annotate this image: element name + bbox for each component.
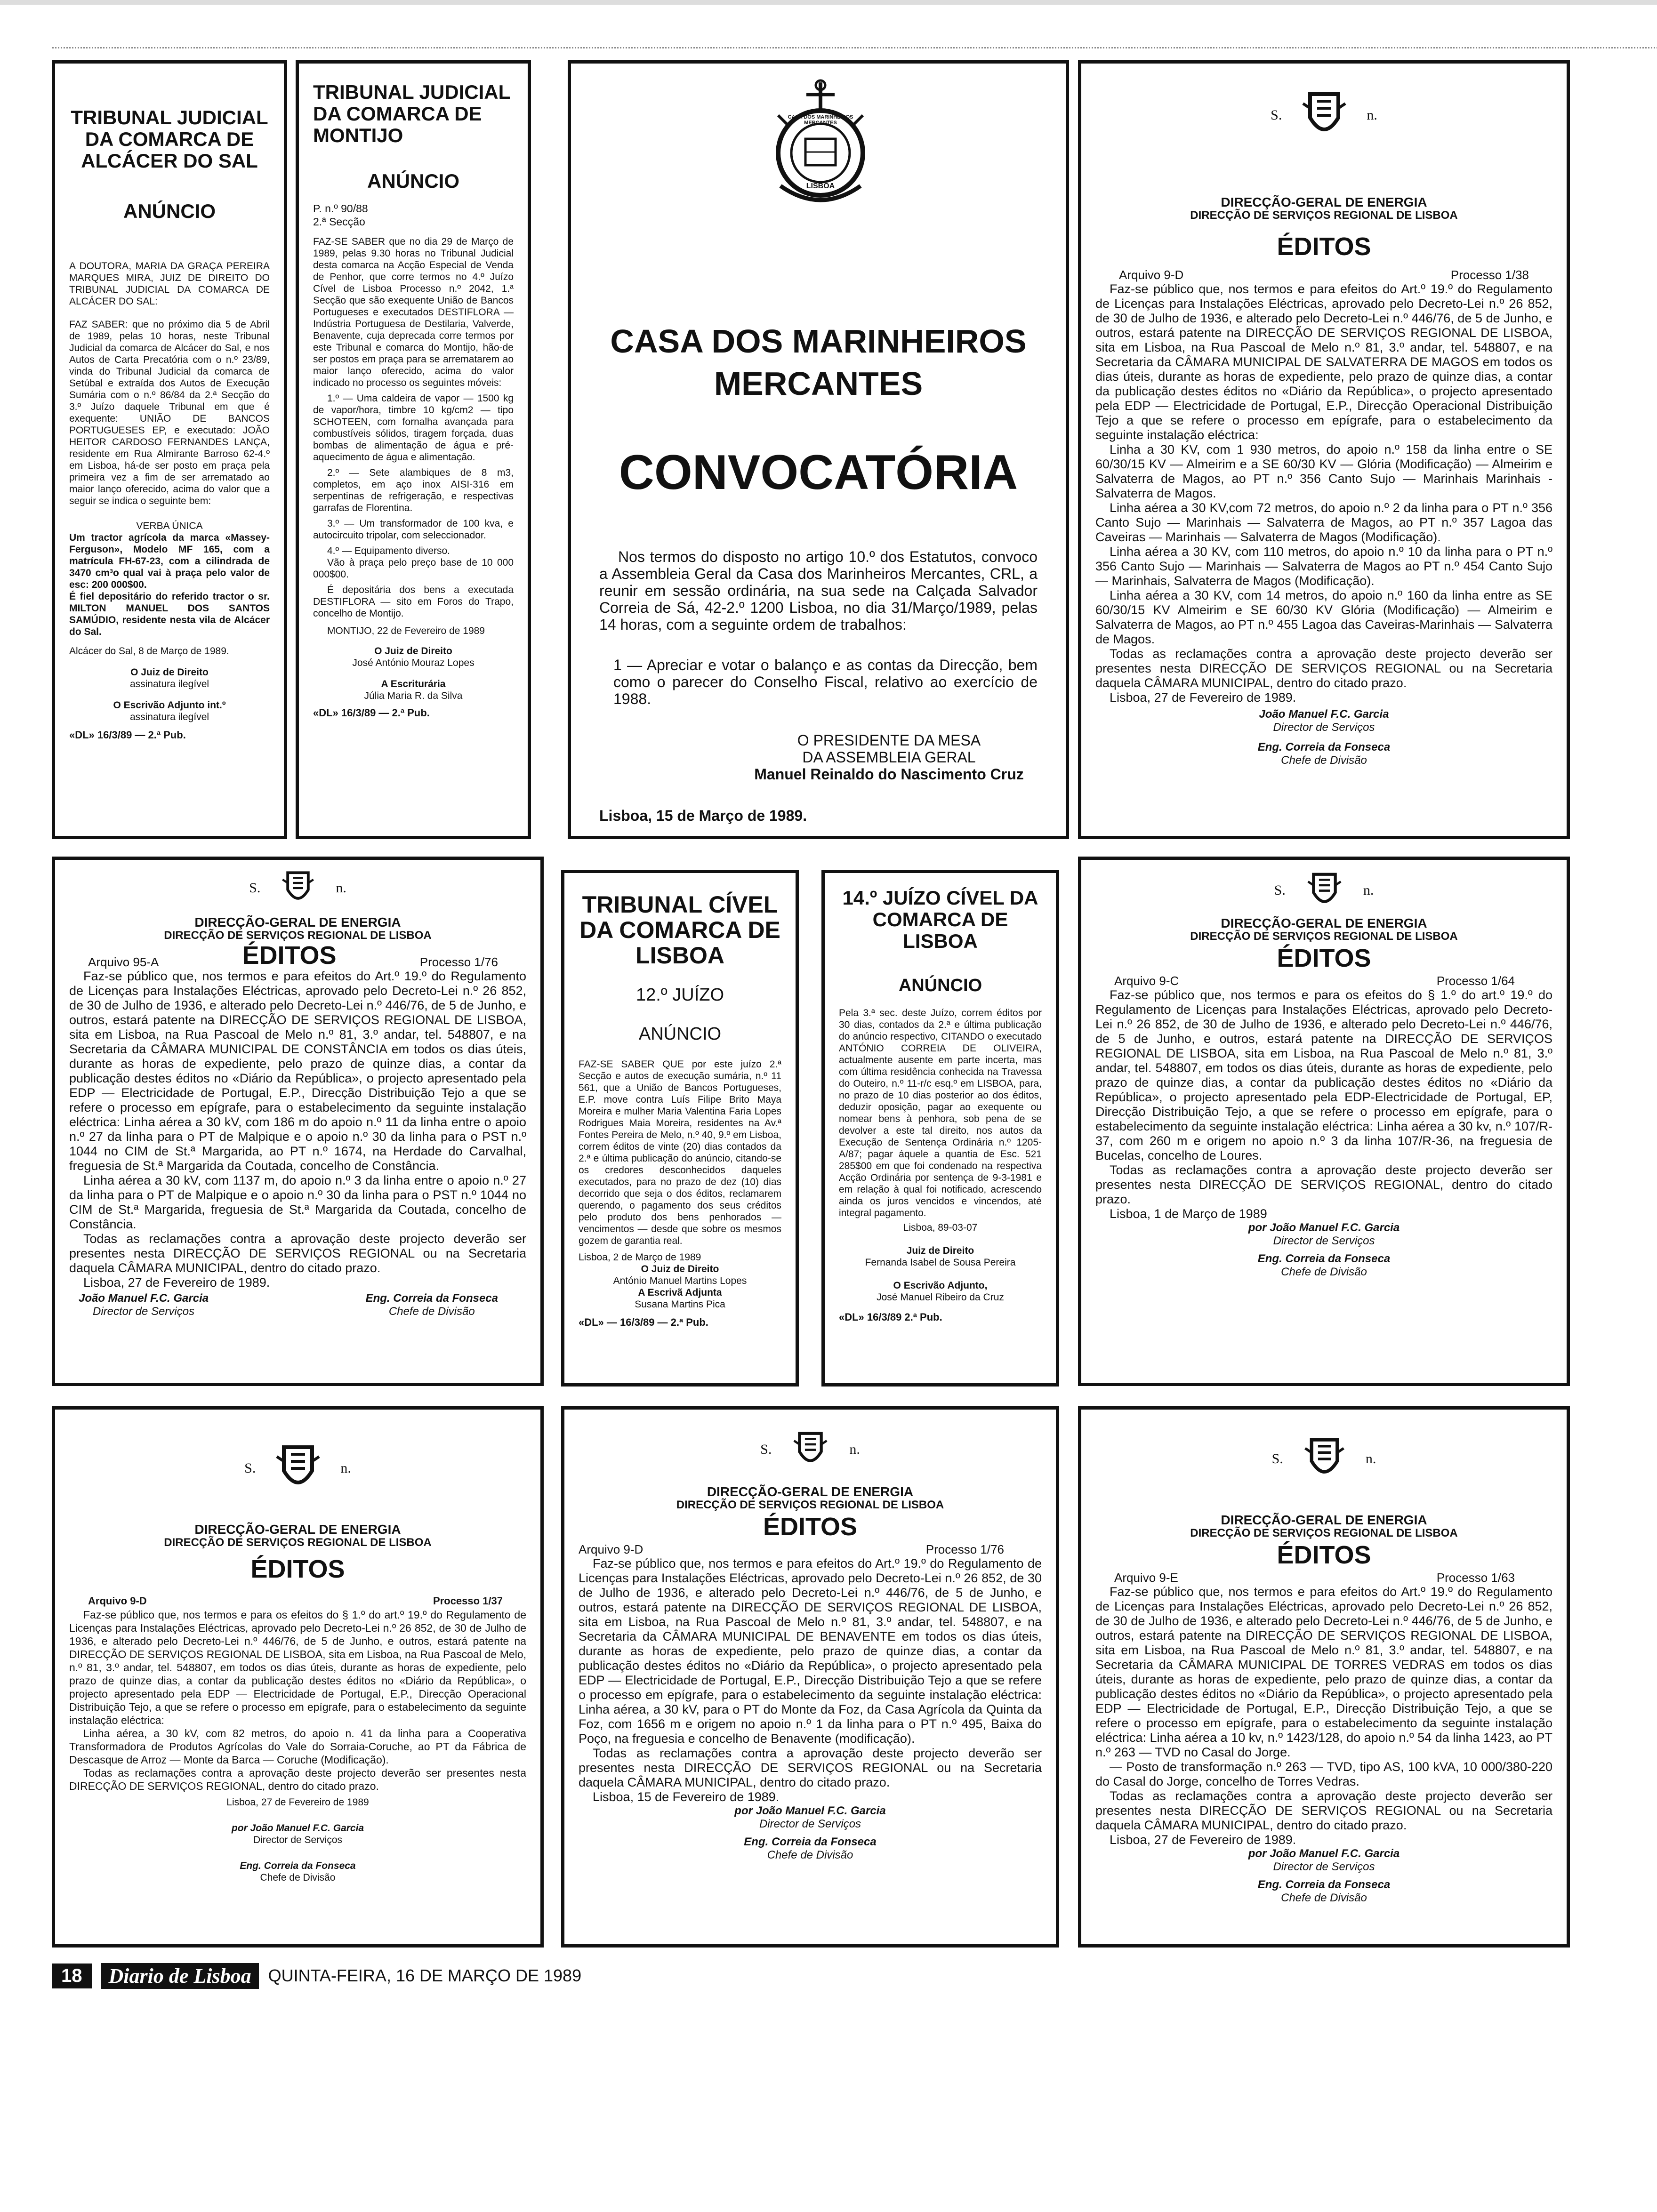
paragraph: Linha aérea a 30 kV, com 1137 m, do apoio n.º 3 da linha entre o apoio n.º 27 da linha para o PT de Malpique e o apoio n.º 30 da linha para o PST n.º 1044 no CIM de St.ª Margarida, freguesia de St.ª Margarida da Coutada, concelho de Constância. (69, 1173, 526, 1231)
editos-body (1095, 1585, 1552, 1847)
agenda-item: 1 — Apreciar e votar o balanço e as contas da Direcção, bem como o parecer do Conselho Fiscal, relativo ao exercício de 1988. (613, 657, 1038, 707)
editos-body (69, 969, 526, 1290)
signature-title: Chefe de Divisão (1281, 1266, 1367, 1278)
signature-title: Director de Serviços (1273, 1234, 1375, 1247)
logo-letter: S. (1274, 882, 1286, 898)
signature-title: Director de Serviços (253, 1835, 343, 1845)
notice-date: Lisboa, 15 de Março de 1989. (599, 807, 807, 824)
notice-date: Lisboa, 2 de Março de 1989 (579, 1252, 701, 1263)
logo-row (69, 869, 526, 907)
paragraph: Faz-se público que, nos termos e para os efeitos do § 1.º do art.º 19.º do Regulamento de Licenças para Instalações Eléctricas, aprovado pelo Decreto-Lei n.º 26 852, de 30 de Julho de 1936, e alterado pelo Decreto-Lei n.º 446/76, de 5 de Junho, e outros, estará patente na DIRECÇÃO DE SERVIÇOS REGIONAL DE LISBOA, sita em Lisboa, na Rua Pascoal de Melo, n.º 81, 3.º andar, tel. 548807, em todos os dias úteis, durante as horas de expediente, pelo prazo de quinze dias, a contar da publicação destes éditos no «Diário da República», o projecto apresentado pela EDP — Electricidade de Portugal, E.P., Direcção Operacional Distribuição Tejo, a que se refere o processo em epígrafe, para o estabelecimento da seguinte instalação eléctrica: (69, 1609, 526, 1726)
paragraph: Todas as reclamações contra a aprovação deste projecto deverão ser presentes nesta DIRECÇÃO DE SERVIÇOS REGIONAL, dentro do citado prazo. (1095, 1163, 1552, 1206)
signature-name: por João Manuel F.C. Garcia (734, 1804, 886, 1817)
ds-name: DIRECÇÃO DE SERVIÇOS REGIONAL DE LISBOA (1190, 209, 1458, 222)
notice-title: 14.º JUÍZO CÍVEL DA COMARCA DE LISBOA (842, 887, 1038, 952)
signature-director (579, 1804, 1042, 1862)
depositario-text: É fiel depositário do referido tractor o sr. MILTON MANUEL DOS SANTOS SAMÚDIO, residente nesta vila de Alcácer do Sal. (69, 591, 270, 637)
logo-letter: n. (336, 880, 346, 896)
signature-title: Chefe de Divisão (388, 1305, 475, 1318)
signature-title: O Escrivão Adjunto, (893, 1280, 988, 1291)
publication-ref: «DL» 16/3/89 2.ª Pub. (839, 1311, 942, 1323)
logo-letter: n. (1367, 107, 1377, 123)
editos-body (1095, 282, 1552, 705)
signature-name: Eng. Correia da Fonseca (1257, 741, 1391, 753)
archive-number: Arquivo 9-D (1119, 268, 1184, 282)
paragraph: Linha aérea a 30 KV, com 110 metros, do apoio n.º 10 da linha para o PT n.º 356 Canto Sujo — Marinhais — Salvaterra de Magos ao PT n.º 454 Canto Sujo — Marinhais, Salvaterra de Magos (Modificação). (1095, 545, 1552, 588)
notice-date: Lisboa, 27 de Fevereiro de 1989. (83, 1275, 270, 1290)
ds-name: DIRECÇÃO DE SERVIÇOS REGIONAL DE LISBOA (164, 929, 432, 942)
convocatoria-title: CONVOCATÓRIA (619, 445, 1018, 500)
masthead-logo: Diario de Lisboa (101, 1963, 259, 1989)
archive-row (69, 942, 526, 969)
signature-name: António Manuel Martins Lopes (613, 1275, 747, 1286)
signature-line: O PRESIDENTE DA MESA (797, 732, 981, 749)
paragraph: Todas as reclamações contra a aprovação deste projecto deverão ser presentes nesta DIRECÇÃO DE SERVIÇOS REGIONAL ou na Secretaria daquela CÂMARA MUNICIPAL, dentro do citado prazo. (1095, 647, 1552, 690)
top-strip (0, 0, 1657, 5)
org-name-line1: CASA DOS MARINHEIROS (610, 323, 1027, 360)
process-number: Processo 1/37 (433, 1595, 503, 1607)
signature-name: Eng. Correia da Fonseca (365, 1292, 498, 1305)
signature-name: Eng. Correia da Fonseca (240, 1860, 356, 1871)
item-list (313, 393, 514, 619)
notice-body: Pela 3.ª sec. deste Juízo, correm éditos por 30 dias, contados da 2.ª e última publicação do anúncio respectivo, CITANDO o executado ANTÓNIO CORREIA DE OLIVEIRA, actualmente ausente em parte incerta, mas com última residência conhecida na Travessa do Outeiro, n.º 11-r/c esq.º em LISBOA, para, no prazo de 10 dias posterior ao dos éditos, deduzir oposição, pagar ao exequente ou nomear bens à penhora, sob pena de se devolver a este tal direito, nos autos da Execução de Sentença Ordinária n.º 1205-A/87; pagar áquele a quantia de Esc. 521 285$00 em que foi condenado na respectiva Acção Ordinária por sentença de 9-3-1981 e em relação à qual foi notificado, acrescendo ainda os juros vencidos e vincendos, até integral pagamento. (839, 1008, 1042, 1218)
signature-title: O Escrivão Adjunto int.º (113, 700, 226, 711)
notice-date: Lisboa, 27 de Fevereiro de 1989 (226, 1797, 369, 1808)
logo-row (1095, 869, 1552, 912)
signature-director (1095, 1847, 1552, 1905)
editos-title: ÉDITOS (1277, 232, 1371, 261)
editos-title: ÉDITOS (1277, 944, 1371, 972)
page-footer (52, 1962, 581, 1990)
signature-name: José António Mouraz Lopes (352, 657, 475, 668)
signature-name: José Manuel Ribeiro da Cruz (877, 1292, 1004, 1303)
paragraph: Linha a 30 KV, com 1 930 metros, do apoio n.º 158 da linha entre o SE 60/30/15 KV — Almeirim e a SE 60/30 KV — Glória (Modificação) — Almeirim e Salvaterra de Magos, ao PT n.º 356 Canto Sujo — Marinhais Marinhais - Salvaterra de Magos. (1095, 442, 1552, 500)
signature-director (79, 1292, 209, 1318)
editos-title: ÉDITOS (763, 1513, 858, 1541)
publication-ref: «DL» 16/3/89 — 2.ª Pub. (69, 729, 186, 741)
signature-director (69, 1822, 526, 1846)
editos-1-63 (1078, 1406, 1570, 1948)
signature-name: Fernanda Isabel de Sousa Pereira (865, 1257, 1016, 1268)
logo-letter: S. (249, 880, 261, 896)
notice-title: TRIBUNAL JUDICIAL DA COMARCA DE MONTIJO (313, 81, 510, 146)
signature-title: Director de Serviços (93, 1305, 195, 1318)
editos-1-37 (52, 1406, 544, 1948)
issue-date: QUINTA-FEIRA, 16 DE MARÇO DE 1989 (268, 1966, 582, 1985)
juizo-number: 12.º JUÍZO (635, 985, 724, 1005)
notice-body: FAZ SABER: que no próximo dia 5 de Abril de 1989, pelas 10 horas, neste Tribunal Judicial da comarca de Alcácer do Sal, e nos Autos de Carta Precatória com o n.º 23/89, vinda do Tribunal Judicial da comarca de Setúbal e extraída dos Autos de Execução Sumária com o n.º 86/84 da 2.ª Secção do 3.º Juízo daquele Tribunal em que é exequente: UNIÃO DE BANCOS PORTUGUESES EP, e executado: JOÃO HEITOR CARDOSO FERNANDES LANÇA, residente em Rua Almirante Barroso 62-4.º em Lisboa, há-de ser posto em praça pela primeira vez a fim de ser arrematado ao maior lanço oferecido, acima do valor que a seguir se indica o seguinte bem: (69, 319, 270, 506)
archive-number: Arquivo 9-C (1114, 974, 1179, 988)
signature-name: Susana Martins Pica (635, 1299, 725, 1310)
list-item: É depositária dos bens a executada DESTIFLORA — sito em Foros do Trapo, concelho de Montijo. (313, 585, 514, 619)
seal-text-bottom: LISBOA (806, 182, 835, 190)
notice-montijo (296, 60, 531, 839)
process-number: Processo 1/64 (1436, 974, 1515, 988)
paragraph: Todas as reclamações contra a aprovação deste projecto deverão ser presentes nesta DIRECÇÃO DE SERVIÇOS REGIONAL, dentro do citado prazo. (69, 1767, 526, 1792)
signature-title: Chefe de Divisão (260, 1872, 336, 1883)
list-item: 3.º — Um transformador de 100 kva, e autocircuito tripolar, com seleccionador. (313, 518, 514, 541)
paragraph: Linha aérea a 30 KV,com 72 metros, do apoio n.º 2 da linha para o PT n.º 356 Canto Sujo — Marinhais — Salvaterra de Magos, ao PT n.º 357 Lagoa das Caveiras — Marinhais — Salvaterra de Magos (Modificação). (1095, 501, 1552, 544)
notice-date: MONTIJO, 22 de Fevereiro de 1989 (327, 625, 485, 636)
crest-icon (790, 1430, 830, 1470)
archive-row (69, 1594, 526, 1608)
paragraph: Faz-se público que, nos termos e para os efeitos do § 1.º do art.º 19.º do Regulamento de Licenças para Instalações Eléctricas, aprovado pelo Decreto-Lei n.º 26 852, de 30 de Julho de 1936, e alterado pelo Decreto-Lei n.º 446/76, de 5 de Junho, e outros, estará patente na DIRECÇÃO DE SERVIÇOS REGIONAL DE LISBOA, sita em Lisboa, na Rua Pascoal de Melo n.º 81, 3.º andar, tel. 548807, em todos os dias úteis, durante as horas de expediente, pelo prazo de quinze dias, a contar da publicação destes éditos no «Diário da República», o projecto apresentado pela EDP-Electricidade de Portugal, EP, Direcção Distribuição Tejo, a que se refere o processo em epígrafe, para o estabelecimento da seguinte instalação eléctrica: Linha aérea a 30 kv, n.º 107/R-37, com 260 m e origem no apoio n.º 3 da linha 107/R-36, na freguesia de Bucelas, concelho de Loures. (1095, 988, 1552, 1162)
editos-1-38 (1078, 60, 1570, 839)
signature-title: O Juiz de Direito (374, 646, 452, 657)
notice-title: TRIBUNAL JUDICIAL DA COMARCA DE ALCÁCER DO SAL (71, 106, 268, 172)
list-item: Vão à praça pelo preço base de 10 000 000$00. (313, 557, 514, 580)
notice-date: Lisboa, 27 de Fevereiro de 1989. (1110, 690, 1296, 705)
notice-tribunal-civel-12 (561, 870, 799, 1387)
notice-heading: ANÚNCIO (898, 976, 982, 995)
notice-date: Lisboa, 89-03-07 (903, 1222, 978, 1233)
notice-intro: A DOUTORA, MARIA DA GRAÇA PEREIRA MARQUES MIRA, JUIZ DE DIREITO DO TRIBUNAL JUDICIAL DA COMARCA DE ALCÁCER DO SAL: (69, 261, 270, 307)
signature-title: Chefe de Divisão (1281, 754, 1367, 767)
dg-name: DIRECÇÃO-GERAL DE ENERGIA (194, 915, 401, 930)
crest-icon (279, 869, 317, 907)
signature-sub: assinatura ilegível (129, 712, 209, 722)
logo-row (69, 1438, 526, 1499)
paragraph: Todas as reclamações contra a aprovação deste projecto deverão ser presentes nesta DIRECÇÃO DE SERVIÇOS REGIONAL ou na Secretaria daquela CÂMARA MUNICIPAL, dentro do citado prazo. (69, 1232, 526, 1275)
crest-icon (1302, 1435, 1347, 1483)
signature-line: DA ASSEMBLEIA GERAL (802, 749, 976, 766)
org-name-line2: MERCANTES (714, 365, 923, 402)
signature-judge (313, 645, 514, 669)
dg-name: DIRECÇÃO-GERAL DE ENERGIA (1221, 195, 1427, 209)
dg-name: DIRECÇÃO-GERAL DE ENERGIA (1221, 916, 1427, 930)
logo-letter: n. (340, 1460, 351, 1476)
notice-14-juizo-civel (821, 870, 1059, 1387)
logo-row (1095, 1433, 1552, 1485)
signature-name: Júlia Maria R. da Silva (364, 690, 463, 701)
notice-date: Lisboa, 1 de Março de 1989 (1110, 1207, 1267, 1221)
process-number: Processo 1/76 (925, 1542, 1004, 1556)
verba-text: Um tractor agrícola da marca «Massey-Ferguson», Modelo MF 165, com a matrícula FH-67-23, com a cilindrada de 3470 cm³o qual vai à praça pelo valor de esc: 200 000$00. (69, 532, 270, 590)
signature-title: A Escriturária (381, 679, 446, 689)
signature-director (1095, 1221, 1552, 1279)
editos-1-64 (1078, 857, 1570, 1386)
editos-body (69, 1608, 526, 1793)
notice-body: FAZ-SE SABER que no dia 29 de Março de 1989, pelas 9.30 horas no Tribunal Judicial desta comarca na Acção Especial de Venda de Penhor, que corre termos no 4.º Juízo Cível de Lisboa Processo n.º 2042, 1.ª Secção que são exequente União de Bancos Portugueses e executados DESTIFLORA — Indústria Portuguesa de Destilaria, Valverde, Benavente, cuja deprecada corre termos por este Tribunal e comarca do Montijo, hão-de ser postos em praça para se arrematarem ao maior lanço oferecido, acima do valor indicado no processo os seguintes móveis: (313, 236, 514, 388)
signature-title: A Escrivã Adjunta (638, 1287, 722, 1298)
signature-clerk (313, 678, 514, 702)
editos-body (1095, 988, 1552, 1221)
anchor-seal-logo (759, 78, 882, 214)
signature-name: Eng. Correia da Fonseca (744, 1835, 877, 1848)
section-number: 2.ª Secção (313, 216, 365, 228)
notice-date: Lisboa, 27 de Fevereiro de 1989. (1110, 1833, 1296, 1847)
signature-title: Director de Serviços (759, 1818, 861, 1830)
notice-date: Lisboa, 15 de Fevereiro de 1989. (593, 1790, 780, 1804)
signature-title: Director de Serviços (1273, 1860, 1375, 1873)
signature-name: Eng. Correia da Fonseca (1257, 1878, 1391, 1891)
page-number: 18 (52, 1964, 92, 1988)
archive-row (1095, 268, 1552, 282)
signature-name: Eng. Correia da Fonseca (1257, 1252, 1391, 1265)
crest-icon (1304, 871, 1344, 911)
crest-icon (274, 1443, 322, 1494)
signature-clerk (69, 699, 270, 723)
archive-row (1095, 1571, 1552, 1585)
logo-row (579, 1428, 1042, 1471)
dg-name: DIRECÇÃO-GERAL DE ENERGIA (707, 1484, 914, 1499)
signature-title: Juiz de Direito (906, 1245, 974, 1256)
process-number: Processo 1/38 (1450, 268, 1529, 282)
seal-text-top: CASA DOS MARINHEIROS MERCANTES (788, 114, 853, 126)
archive-row (579, 1542, 1042, 1556)
notice-heading: ANÚNCIO (367, 170, 459, 192)
notice-date: Alcácer do Sal, 8 de Março de 1989. (69, 646, 229, 657)
logo-letter: n. (1365, 1451, 1376, 1467)
signature-title: Chefe de Divisão (767, 1849, 853, 1861)
signature-clerk (839, 1280, 1042, 1303)
list-item: 4.º — Equipamento diverso. (327, 545, 450, 556)
paragraph: — Posto de transformação n.º 263 — TVD, tipo AS, 100 kVA, 10 000/380-220 do Casal do Jorge, concelho de Torres Vedras. (1095, 1760, 1552, 1788)
verba-title: VERBA ÚNICA (136, 521, 203, 531)
paragraph: Faz-se público que, nos termos e para efeitos do Art.º 19.º do Regulamento de Licenças para Instalações Eléctricas, aprovado pelo Decreto-Lei n.º 26 852, de 30 de Julho de 1936, e alterado pelo Decreto-Lei n.º 446/76, de 5 de Junho, e outros, estará patente na DIRECÇÃO DE SERVIÇOS REGIONAL DE LISBOA, sita em Lisboa, na Rua Pascoal de Melo n.º 81, 3.º andar, tel. 548807, e na Secretaria da CÂMARA MUNICIPAL DE CONSTÂNCIA em todos os dias úteis, durante as horas de expediente, pelo prazo de quinze dias, a contar da publicação destes éditos no «Diário da República», o projecto apresentado pela EDP — Electricidade de Portugal, E.P., Direcção Distribuição Tejo a que se refere o processo em epígrafe, para o estabelecimento da seguinte instalação eléctrica: Linha aérea a 30 kV, com 186 m do apoio n.º 11 da linha entre o apoio n.º 27 da linha para o PT de Malpique e o apoio n.º 30 da linha para o PST n.º 1044 no CIM de St.ª Margarida, ao PT n.º 1674, na Herdade do Carvalhal, freguesia de St.ª Margarida da Coutada, concelho de Constância. (69, 969, 526, 1173)
logo-letter: n. (849, 1442, 860, 1457)
signature-chief (69, 1860, 526, 1883)
logo-letter: S. (244, 1460, 256, 1476)
archive-number: Arquivo 9-D (88, 1595, 147, 1607)
list-item: 1.º — Uma caldeira de vapor — 1500 kg de vapor/hora, timbre 10 kg/cm2 — tipo SCHOTEEN, com fornalha avançada para combustíveis sólidos, tiragem forçada, duas bombas de alimentação de água e pré-aquecimento de água e alimentação. (313, 393, 514, 463)
signature-name: Manuel Reinaldo do Nascimento Cruz (754, 766, 1024, 783)
signature-chief (366, 1292, 498, 1318)
signature-name: por João Manuel F.C. Garcia (1248, 1221, 1400, 1234)
notice-casa-marinheiros (568, 60, 1069, 839)
notice-alcacer-do-sal (52, 60, 287, 839)
ds-name: DIRECÇÃO DE SERVIÇOS REGIONAL DE LISBOA (1190, 930, 1458, 943)
archive-number: Arquivo 9-E (1114, 1571, 1178, 1585)
archive-row (1095, 974, 1552, 988)
paragraph: Faz-se público que, nos termos e para efeitos do Art.º 19.º do Regulamento de Licenças para Instalações Eléctricas, aprovado pelo Decreto-Lei n.º 26 852, de 30 de Julho de 1936, e alterado pelo Decreto-Lei n.º 446/76, de 5 de Junho, e outros, estará patente na DIRECÇÃO DE SERVIÇOS REGIONAL DE LISBOA, sita em Lisboa, na Rua Pascoal de Melo n.º 81, 3.º andar, tel. 548807, e na Secretaria da CÂMARA MUNICIPAL DE BENAVENTE em todos os dias úteis, durante as horas de expediente, pelo prazo de quinze dias, a contar da publicação destes éditos no «Diário da República», o projecto apresentado pela EDP — Electricidade de Portugal, E.P., Direcção Distribuição Tejo a que se refere o processo em epígrafe, para o estabelecimento da seguinte instalação eléctrica: Linha aérea, a 30 kV, para o PT do Monte da Foz, da Casa Agrícola da Quinta da Foz, com 1656 m e origem no apoio n.º 1 da linha para o PT n.º 495, Baixa do Poço, na freguesia e concelho de Benavente (modificação). (579, 1556, 1042, 1746)
signature-name: João Manuel F.C. Garcia (79, 1292, 209, 1305)
paragraph: Linha aérea a 30 KV, com 14 metros, do apoio n.º 160 da linha entre as SE 60/30/15 KV Almeirim e SE 60/30 KV Glória (Modificação) — Almeirim e Salvaterra de Magos, ao PT n.º 455 Lagoa das Caveiras-Marinhais — Salvaterra de Magos. (1095, 588, 1552, 646)
publication-ref: «DL» — 16/3/89 — 2.ª Pub. (579, 1316, 708, 1328)
ds-name: DIRECÇÃO DE SERVIÇOS REGIONAL DE LISBOA (164, 1536, 432, 1549)
signature-title: Chefe de Divisão (1281, 1891, 1367, 1904)
paragraph: Linha aérea, a 30 kV, com 82 metros, do apoio n. 41 da linha para a Cooperativa Transformadora de Produtos Agrícolas do Vale do Sorraia-Coruche, ao PT da Fábrica de Descasque de Arroz — Monte da Barca — Coruche (Modificação). (69, 1727, 526, 1766)
signature-name: por João Manuel F.C. Garcia (1248, 1847, 1400, 1860)
editos-1-76-benavente (561, 1406, 1059, 1948)
list-item: 2.º — Sete alambiques de 8 m3, completos, em aço inox AISI-316 em serpentinas de refrigeração, e respectivas garrafas de Florentina. (313, 467, 514, 513)
ds-name: DIRECÇÃO DE SERVIÇOS REGIONAL DE LISBOA (676, 1499, 944, 1511)
logo-letter: S. (1271, 1451, 1283, 1467)
paragraph: Faz-se público que, nos termos e para efeitos do Art.º 19.º do Regulamento de Licenças para Instalações Eléctricas, aprovado pelo Decreto-Lei n.º 26 852, de 30 de Julho de 1936, e alterado pelo Decreto-Lei n.º 446/76, de 5 de Junho, e outros, estará patente na DIRECÇÃO DE SERVIÇOS REGIONAL DE LISBOA, sita em Lisboa, na Rua Pascoal de Melo n.º 81, 3.º andar, tel. 548807, e na Secretaria da CÂMARA MUNICIPAL DE SALVATERRA DE MAGOS em todos os dias úteis, durante as horas de expediente, pelo prazo de quinze dias, a contar da publicação destes éditos no «Diário da República», o projecto apresentado pela EDP — Electricidade de Portugal, E.P., Direcção Operacional Distribuição Tejo a que se refere o processo em epígrafe, para o estabelecimento da seguinte instalação eléctrica: (1095, 282, 1552, 442)
signature-judge (839, 1245, 1042, 1268)
editos-title: ÉDITOS (242, 941, 337, 970)
paragraph: Faz-se público que, nos termos e para efeitos do Art.º 19.º do Regulamento de Licenças para Instalações Eléctricas, aprovado pelo Decreto-Lei n.º 26 852, de 30 de Julho de 1936, e alterado pelo Decreto-Lei n.º 446/76, de 5 de Junho, e outros, estará patente na DIRECÇÃO DE SERVIÇOS REGIONAL DE LISBOA, sita em Lisboa, na Rua Pascoal de Melo n.º 81, 3.º andar, tel. 548807, e na Secretaria da CÂMARA MUNICIPAL DE TORRES VEDRAS em todos os dias úteis, durante as horas de expediente, pelo prazo de quinze dias, a contar da publicação destes éditos no «Diário da República», o projecto apresentado pela EDP — Electricidade de Portugal, E.P., Direcção Distribuição Tejo, a que se refere o processo em epígrafe, para o estabelecimento da seguinte instalação eléctrica: Linha aérea a 10 kv, n.º 1423/128, do apoio n.º 54 da linha 1423, ao PT n.º 263 — TVD no Casal do Jorge. (1095, 1585, 1552, 1759)
notice-heading: ANÚNCIO (123, 200, 216, 222)
dg-name: DIRECÇÃO-GERAL DE ENERGIA (194, 1522, 401, 1537)
logo-row (1095, 87, 1552, 144)
signature-director (1095, 708, 1552, 767)
signature-judge (69, 666, 270, 690)
editos-1-76-constancia (52, 857, 544, 1386)
editos-body (579, 1556, 1042, 1804)
process-number: Processo 1/76 (419, 955, 498, 969)
editos-title: ÉDITOS (250, 1555, 345, 1583)
process-number: Processo 1/63 (1436, 1571, 1515, 1585)
signature-judge (579, 1263, 781, 1310)
signature-row (69, 1292, 526, 1318)
paragraph: Todas as reclamações contra a aprovação deste projecto deverão ser presentes nesta DIRECÇÃO DE SERVIÇOS REGIONAL ou na Secretaria daquela CÂMARA MUNICIPAL, dentro do citado prazo. (1095, 1789, 1552, 1832)
archive-number: Arquivo 9-D (579, 1542, 643, 1556)
paragraph: Todas as reclamações contra a aprovação deste projecto deverão ser presentes nesta DIRECÇÃO DE SERVIÇOS REGIONAL ou na Secretaria daquela CÂMARA MUNICIPAL, dentro do citado prazo. (579, 1746, 1042, 1789)
signature-name: João Manuel F.C. Garcia (1259, 708, 1389, 721)
archive-number: Arquivo 95-A (88, 955, 159, 969)
convocatoria-body: Nos termos do disposto no artigo 10.º dos Estatutos, convoco a Assembleia Geral da Casa dos Marinheiros Mercantes, CRL, a reunir em sessão ordinária, na sua sede na Calçada Salvador Correia de Sá, 42-2.º 1200 Lisboa, no dia 31/Março/1989, pelas 14 horas, com a seguinte ordem de trabalhos: (599, 548, 1038, 633)
signature-block (726, 732, 1052, 783)
notice-body: FAZ-SE SABER QUE por este juízo 2.ª Secção e autos de execução sumária, n.º 11 561, que a União de Bancos Portugueses, E.P. move contra Luís Filipe Brito Maya Moreira e mulher Maria Valentina Faria Lopes Rodrigues Maia Moreira, residentes na Av.ª Fontes Pereira de Melo, n.º 40, 9.º em Lisboa, correm éditos de vinte (20) dias contados da 2.ª e última publicação do anúncio, citando-se os credores desconhecidos daqueles executados, para no prazo de dez (10) dias decorrido que seja o dos éditos, reclamarem querendo, o pagamento dos seus créditos pelo produto dos bens penhorados — vencimentos — desde que sobre os mesmos gozem de garantia real. (579, 1059, 781, 1246)
crest-icon (1301, 89, 1348, 141)
signature-title: Director de Serviços (1273, 721, 1375, 734)
logo-letter: S. (760, 1442, 772, 1457)
logo-letter: S. (1271, 107, 1282, 123)
notice-heading: ANÚNCIO (638, 1024, 722, 1044)
dg-name: DIRECÇÃO-GERAL DE ENERGIA (1221, 1513, 1427, 1527)
logo-letter: n. (1363, 882, 1374, 898)
editos-title: ÉDITOS (1277, 1541, 1371, 1569)
publication-ref: «DL» 16/3/89 — 2.ª Pub. (313, 707, 430, 719)
signature-title: O Juiz de Direito (641, 1264, 719, 1274)
signature-sub: assinatura ilegível (129, 679, 209, 689)
ds-name: DIRECÇÃO DE SERVIÇOS REGIONAL DE LISBOA (1190, 1527, 1458, 1539)
signature-name: por João Manuel F.C. Garcia (231, 1823, 364, 1834)
signature-title: O Juiz de Direito (130, 667, 209, 678)
top-dotted-rule (52, 47, 1657, 55)
process-number: P. n.º 90/88 (313, 202, 368, 215)
notice-title: TRIBUNAL CÍVEL DA COMARCA DE LISBOA (579, 891, 780, 969)
